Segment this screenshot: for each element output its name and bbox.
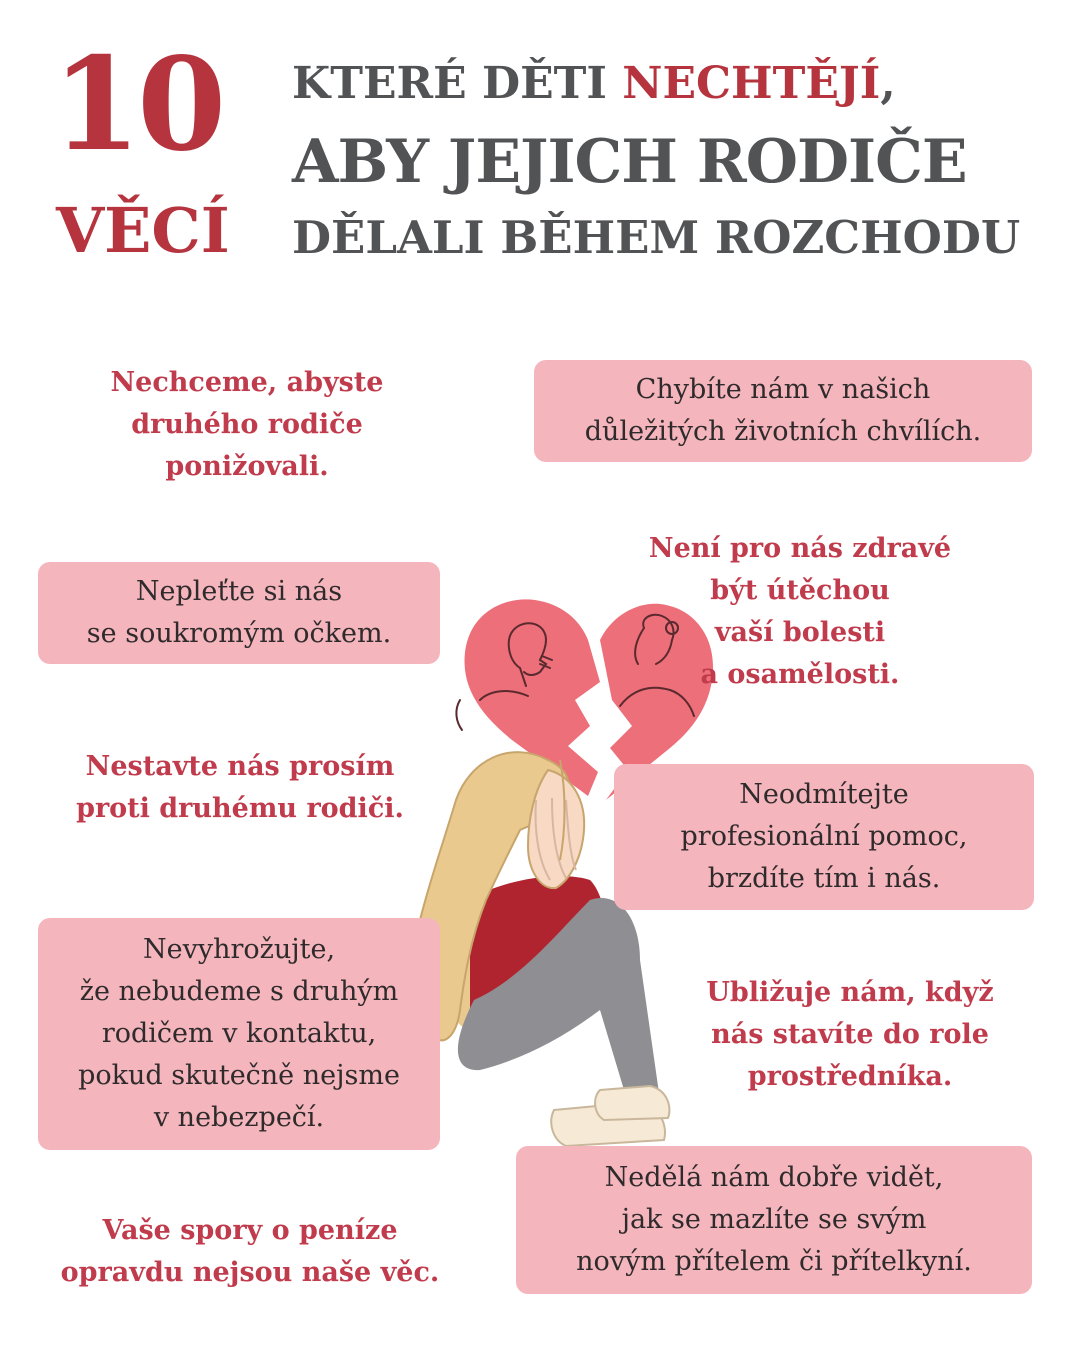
box-chybite-nam: Chybíte nám v našich důležitých životních chvílích. [534, 360, 1032, 462]
headline-line-3: DĚLALI BĚHEM ROZCHODU [292, 211, 1021, 264]
veci-word: VĚCÍ [56, 194, 230, 267]
text-vase-spory: Vaše spory o peníze opravdu nejsou naše věc. [60, 1215, 440, 1288]
text-ublizuje-nam: Ubližuje nám, když nás stavíte do role prostředníka. [706, 977, 994, 1092]
headline-line-2: ABY JEJICH RODIČE [292, 127, 967, 197]
headline-line-1a: KTERÉ DĚTI [292, 58, 623, 109]
box-neplette-si-nas: Nepleťte si nás se soukromým očkem. [38, 562, 440, 664]
number-ten: 10 [52, 30, 223, 180]
text-nestavte-nas: Nestavte nás prosím proti druhému rodiči. [76, 751, 404, 824]
text-neni-pro-nas-zdrave: Není pro nás zdravé být útěchou vaší bolesti a osamělosti. [648, 533, 952, 690]
text-nechceme-ponizovali: Nechceme, abyste druhého rodiče ponižovali. [110, 367, 384, 482]
box-neodmitejte: Neodmítejte profesionální pomoc, brzdíte tím i nás. [614, 764, 1034, 910]
box-nedela-nam-dobre: Nedělá nám dobře vidět, jak se mazlíte se svým novým přítelem či přítelkyní. [516, 1146, 1032, 1294]
headline-comma: , [880, 58, 896, 109]
box-nevyhrozujte: Nevyhrožujte, že nebudeme s druhým rodičem v kontaktu, pokud skutečně nejsme v nebezpečí. [38, 918, 440, 1150]
headline-nechteji: NECHTĚJÍ [622, 58, 881, 109]
